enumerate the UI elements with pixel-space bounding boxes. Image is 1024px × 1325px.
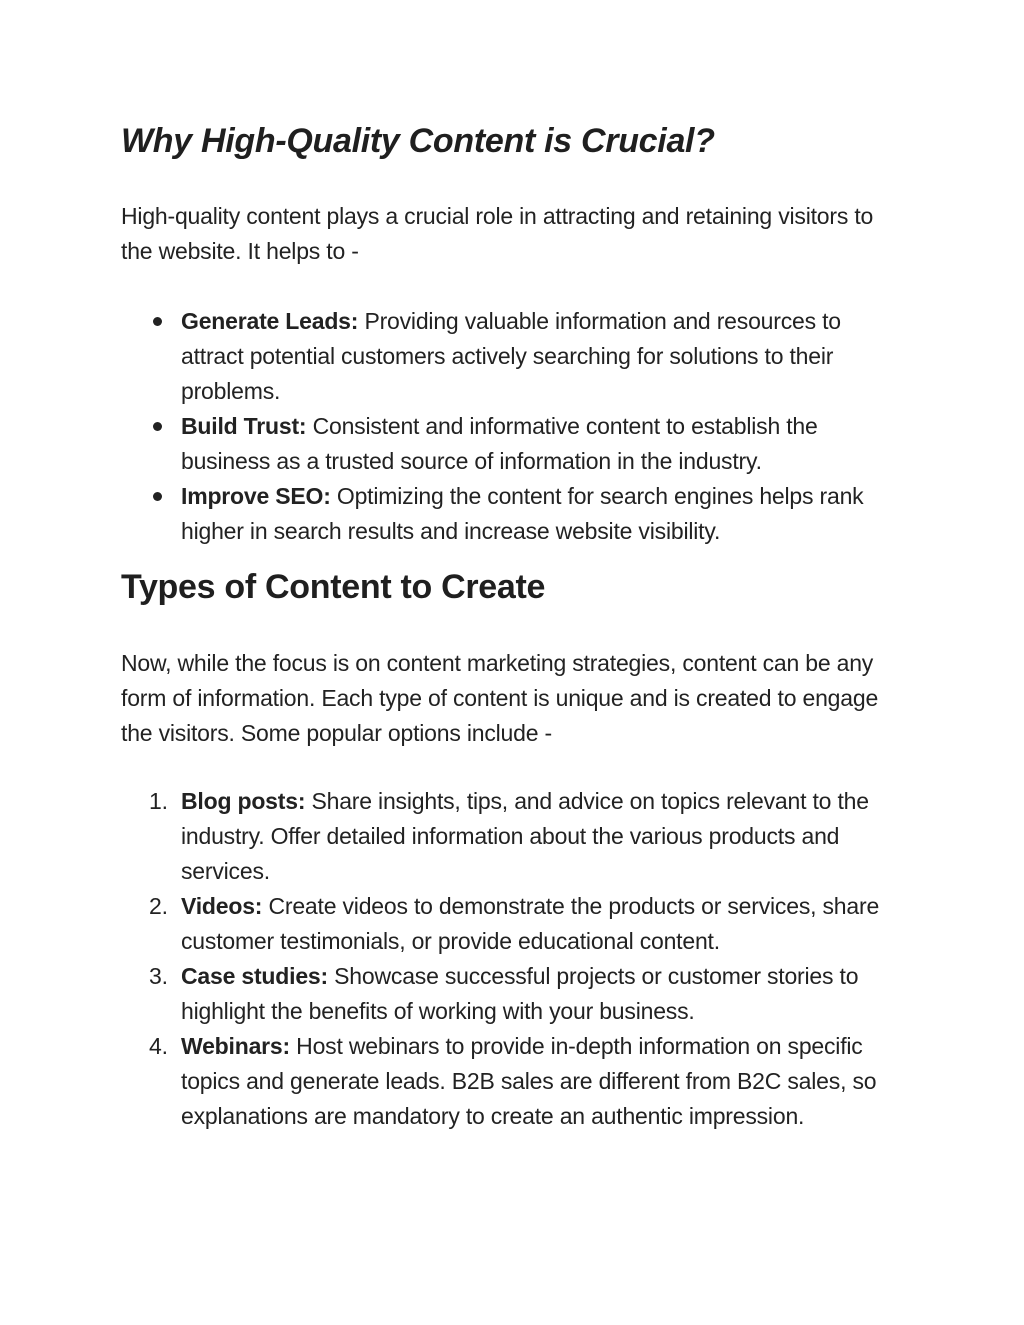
list-item-number: 3. [149,963,168,989]
list-item [121,889,906,959]
section-heading-content-types: Types of Content to Create [121,568,546,606]
list-item-term: Blog posts: [181,788,306,814]
list-item-term: Case studies: [181,963,328,989]
list-item-term: Generate Leads: [181,308,359,334]
content-types-numbered-list [121,784,906,1134]
list-item [121,959,906,1029]
list-item [121,1029,906,1134]
section-heading-why-quality: Why High-Quality Content is Crucial? [121,122,715,160]
list-item-number: 2. [149,893,168,919]
list-item-term: Improve SEO: [181,483,331,509]
list-item-term: Videos: [181,893,263,919]
bullet-dot-icon [153,492,162,501]
list-item-term: Webinars: [181,1033,290,1059]
list-item-text: Showcase successful projects or customer stories to highlight the benefits of working with your business. [181,963,859,1024]
list-item-number: 1. [149,788,168,814]
list-item-text: Share insights, tips, and advice on topics relevant to the industry. Offer detailed information about the various products and services. [181,788,869,884]
intro-paragraph-content-types: Now, while the focus is on content marketing strategies, content can be any form of information. Each type of content is unique and is created to engage the visitors. Some popular options include - [121,650,879,746]
list-item-text: Consistent and informative content to establish the business as a trusted source of information in the industry. [181,413,818,474]
list-item-text: Create videos to demonstrate the products or services, share customer testimonials, or provide educational content. [181,893,880,954]
list-item-text: Host webinars to provide in-depth information on specific topics and generate leads. B2B sales are different from B2C sales, so explanations are mandatory to create an authentic impression. [181,1033,877,1129]
benefits-bullet-list [121,304,906,549]
list-item [121,784,906,889]
bullet-dot-icon [153,422,162,431]
intro-paragraph-quality: High-quality content plays a crucial role in attracting and retaining visitors to the website. It helps to - [121,203,874,264]
bullet-dot-icon [153,317,162,326]
list-item-text: Providing valuable information and resources to attract potential customers actively searching for solutions to their problems. [181,308,841,404]
list-item-term: Build Trust: [181,413,307,439]
list-item-text: Optimizing the content for search engines helps rank higher in search results and increase website visibility. [181,483,864,544]
list-item [121,304,906,409]
list-item-number: 4. [149,1033,168,1059]
list-item [121,409,906,479]
list-item [121,479,906,549]
